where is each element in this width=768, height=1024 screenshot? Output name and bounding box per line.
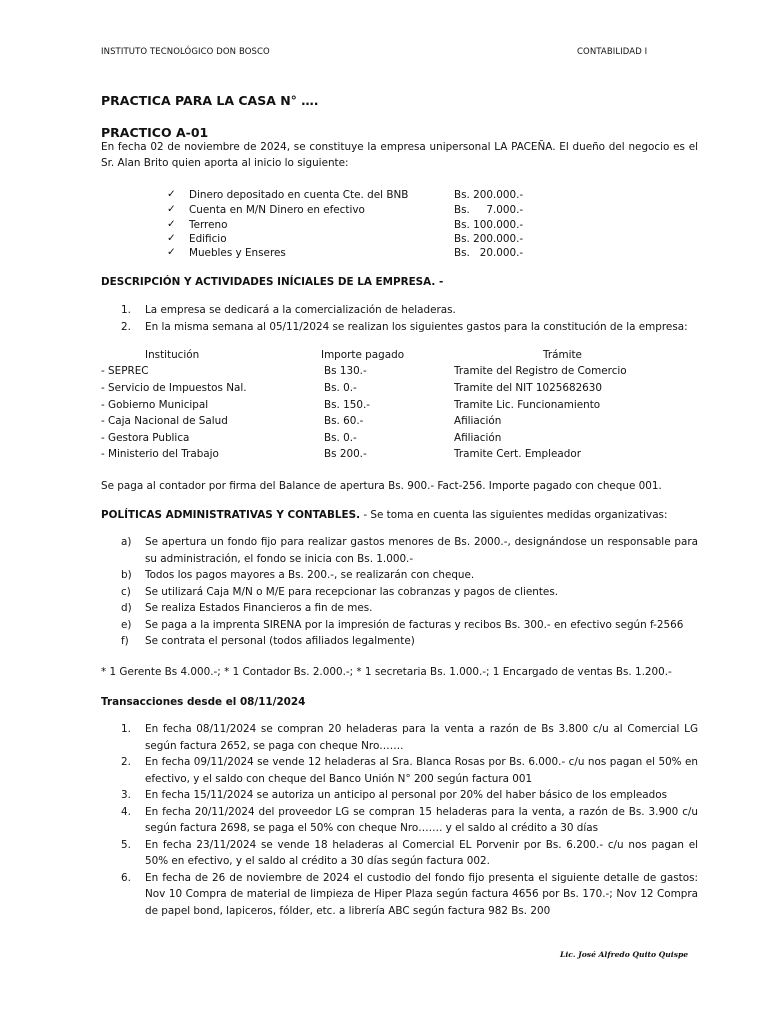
item-text: En fecha 23/11/2024 se vende 18 heladeras al Comercial EL Porvenir por Bs. 6.200.- c/u nos pagan el 50% en efectivo, y el saldo al crédito a 30 días según factura 002. <box>145 838 698 867</box>
aporte-amount: Bs. 20.000.- <box>454 247 524 259</box>
item-number: 1. <box>121 304 131 316</box>
item-text: En fecha 08/11/2024 se compran 20 heladeras para la venta a razón de Bs 3.800 c/u al Comercial LG según factura 2652, se paga con cheque Nro……. <box>145 723 698 752</box>
table-cell: Afiliación <box>454 432 502 444</box>
table-cell: - Caja Nacional de Salud <box>101 415 228 427</box>
item-text: En la misma semana al 05/11/2024 se realizan los siguientes gastos para la constitución de la empresa: <box>145 320 688 333</box>
table-cell: Bs. 0.- <box>324 432 357 444</box>
politicas-list <box>101 534 698 650</box>
table-cell: - Gobierno Municipal <box>101 399 209 411</box>
item-number: 4. <box>121 805 131 818</box>
item-number: 5. <box>121 838 131 851</box>
aporte-amount: Bs. 100.000.- <box>454 219 524 231</box>
table-cell: Tramite Lic. Funcionamiento <box>454 399 601 411</box>
list-item <box>101 870 698 920</box>
table-header: Importe pagado <box>321 349 405 361</box>
item-number: 2. <box>121 756 131 768</box>
list-item <box>101 721 698 754</box>
item-letter: b) <box>121 569 132 581</box>
aporte-item: Cuenta en M/N Dinero en efectivo <box>189 204 365 216</box>
check-icon: ✓ <box>167 218 176 230</box>
section-heading-descripcion: DESCRIPCIÓN Y ACTIVIDADES INÍCIALES DE LA EMPRESA. - <box>101 276 444 288</box>
table-cell: Bs 130.- <box>324 365 367 377</box>
item-letter: d) <box>121 602 132 614</box>
politicas-title: POLÍTICAS ADMINISTRATIVAS Y CONTABLES. <box>101 509 361 521</box>
list-item <box>101 633 698 650</box>
transacciones-heading: Transacciones desde el 08/11/2024 <box>101 696 306 708</box>
list-item <box>101 600 698 617</box>
aporte-item: Terreno <box>189 219 228 231</box>
table-cell: Tramite del NIT 1025682630 <box>454 382 603 394</box>
table-header: Institución <box>145 349 200 361</box>
item-text: Todos los pagos mayores a Bs. 200.-, se realizarán con cheque. <box>145 569 475 581</box>
list-item <box>101 617 698 634</box>
transacciones-list <box>101 721 698 919</box>
item-text: En fecha 20/11/2024 del proveedor LG se compran 15 heladeras para la venta, a razón de Bs. 3.900 c/u según factura 2698, se paga el 50% con cheque Nro……. y el saldo al crédito a 30 días <box>145 805 698 834</box>
check-icon: ✓ <box>167 246 176 258</box>
aporte-amount: Bs. 200.000.- <box>454 189 524 201</box>
item-text: Se paga a la imprenta SIRENA por la impresión de facturas y recibos Bs. 300.- en efectivo según f-2566 <box>145 618 684 631</box>
list-item <box>101 584 698 601</box>
intro-paragraph: En fecha 02 de noviembre de 2024, se constituye la empresa unipersonal LA PACEÑA. El dueño del negocio es el Sr. Alan Brito quien aporta al inicio lo siguiente: <box>101 141 698 170</box>
item-number: 1. <box>121 723 131 735</box>
table-cell: - Ministerio del Trabajo <box>101 448 219 460</box>
aporte-item: Dinero depositado en cuenta Cte. del BNB <box>189 189 409 201</box>
politicas-heading <box>101 507 698 523</box>
item-text: Se realiza Estados Financieros a fin de mes. <box>145 602 373 614</box>
item-letter: e) <box>121 618 132 631</box>
aporte-item: Edificio <box>189 233 227 245</box>
list-item <box>101 804 698 837</box>
item-text: La empresa se dedicará a la comercialización de heladeras. <box>145 304 456 316</box>
item-number: 2. <box>121 320 131 333</box>
table-cell: - Gestora Publica <box>101 432 190 444</box>
table-cell: Afiliación <box>454 415 502 427</box>
list-item <box>101 754 698 787</box>
item-number: 6. <box>121 871 131 884</box>
item-letter: a) <box>121 536 132 548</box>
table-cell: Bs. 0.- <box>324 382 357 394</box>
table-cell: Bs. 60.- <box>324 415 364 427</box>
descripcion-list <box>101 302 698 335</box>
item-letter: f) <box>121 635 129 647</box>
table-header: Trámite <box>543 349 582 361</box>
item-text: Se apertura un fondo fijo para realizar gastos menores de Bs. 2000.-, designándose un responsable para su administración, el fondo se inicia con Bs. 1.000.- <box>145 536 698 565</box>
item-text: Se contrata el personal (todos afiliados legalmente) <box>145 635 415 647</box>
list-item <box>101 534 698 567</box>
table-cell: Tramite del Registro de Comercio <box>454 365 627 377</box>
item-text: En fecha de 26 de noviembre de 2024 el custodio del fondo fijo presenta el siguiente detalle de gastos: Nov 10 Compra de material de limpieza de Hiper Plaza según factura 4656 por Bs. 170.-; Nov 12 Compra de papel bond, lapiceros, fólder, etc. a librería ABC según factura 982 Bs. 200 <box>145 871 698 917</box>
check-icon: ✓ <box>167 188 176 200</box>
personal-line: * 1 Gerente Bs 4.000.-; * 1 Contador Bs. 2.000.-; * 1 secretaria Bs. 1.000.-; 1 Encargado de ventas Bs. 1.200.- <box>101 666 672 678</box>
politicas-intro: - Se toma en cuenta las siguientes medidas organizativas: <box>360 509 668 521</box>
check-icon: ✓ <box>167 232 176 244</box>
header-institution: INSTITUTO TECNOLÓGICO DON BOSCO <box>101 47 270 57</box>
item-number: 3. <box>121 789 131 801</box>
aporte-amount: Bs. 7.000.- <box>454 204 524 216</box>
item-letter: c) <box>121 585 131 598</box>
table-cell: Bs. 150.- <box>324 399 371 411</box>
header-course: CONTABILIDAD I <box>577 47 648 57</box>
page-title: PRACTICA PARA LA CASA N° …. <box>101 93 319 108</box>
item-text: En fecha 15/11/2024 se autoriza un anticipo al personal por 20% del haber básico de los empleados <box>145 789 668 801</box>
list-item <box>101 837 698 870</box>
author-signature: Lic. José Alfredo Quito Quispe <box>560 950 689 959</box>
table-cell: - Servicio de Impuestos Nal. <box>101 382 247 394</box>
section-title-practico: PRACTICO A-01 <box>101 125 209 140</box>
contador-line: Se paga al contador por firma del Balance de apertura Bs. 900.- Fact-256. Importe pagado con cheque 001. <box>101 480 662 492</box>
aporte-amount: Bs. 200.000.- <box>454 233 524 245</box>
item-text: Se utilizará Caja M/N o M/E para recepcionar las cobranzas y pagos de clientes. <box>145 585 559 598</box>
table-cell: Bs 200.- <box>324 448 367 460</box>
list-item <box>101 567 698 584</box>
list-item <box>101 302 698 319</box>
check-icon: ✓ <box>167 203 176 215</box>
list-item <box>101 787 698 804</box>
list-item <box>101 319 698 336</box>
table-cell: - SEPREC <box>101 365 149 377</box>
table-cell: Tramite Cert. Empleador <box>454 448 581 460</box>
item-text: En fecha 09/11/2024 se vende 12 heladeras al Sra. Blanca Rosas por Bs. 6.000.- c/u nos pagan el 50% en efectivo, y el saldo con cheque del Banco Unión N° 200 según factura 001 <box>145 756 698 785</box>
aporte-item: Muebles y Enseres <box>189 247 286 259</box>
